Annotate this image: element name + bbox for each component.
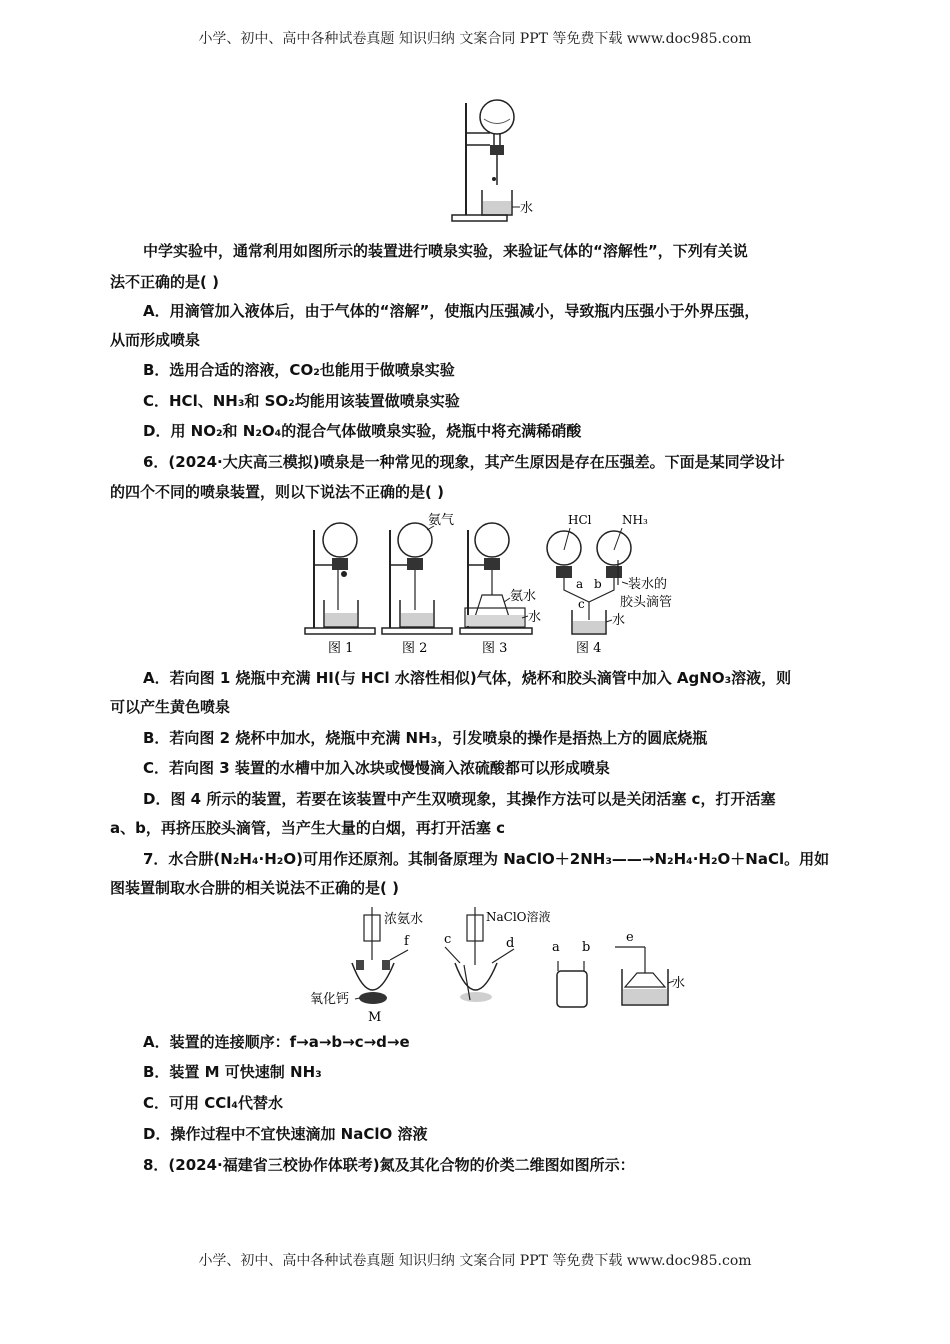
- q5-stem-line2: 法不正确的是( ): [110, 273, 219, 291]
- q8-stem: 8．(2024·福建省三校协作体联考)氮及其化合物的价类二维图如图所示：: [143, 1156, 635, 1174]
- nh3-label: NH₃: [622, 513, 648, 527]
- q6-four-fountain-figures: [300, 510, 700, 660]
- port-b-label: b: [582, 940, 591, 955]
- hcl-label: HCl: [568, 513, 592, 527]
- dropper-label-line1: 装水的: [628, 577, 668, 592]
- page-footer: 小学、初中、高中各种试卷真题 知识归纳 文案合同 PPT 等免费下载 www.doc985.com: [198, 1253, 752, 1269]
- valve-b-label: b: [594, 577, 602, 591]
- naclo-label: NaClO溶液: [486, 910, 551, 924]
- q6-stem-line2: 的四个不同的喷泉装置，则以下说法不正确的是( ): [110, 483, 444, 501]
- q6-option-d-line1: D．图 4 所示的装置，若要在该装置中产生双喷现象，其操作方法可以是关闭活塞 c，打开活塞: [143, 790, 776, 808]
- port-e-label: e: [626, 930, 634, 945]
- q5-stem-line1: 中学实验中，通常利用如图所示的装置进行喷泉实验，来验证气体的“溶解性”，下列有关说: [143, 242, 748, 260]
- q7-option-b: B．装置 M 可快速制 NH₃: [143, 1063, 322, 1081]
- fig3-caption: 图 3: [482, 641, 508, 656]
- device-m-label: M: [368, 1010, 382, 1025]
- fig4-apparatus: [547, 513, 672, 656]
- port-c-label: c: [444, 932, 452, 947]
- q6-option-b: B．若向图 2 烧杯中加水，烧瓶中充满 NH₃，引发喷泉的操作是捂热上方的圆底烧瓶: [143, 729, 708, 747]
- fig2-apparatus: [382, 513, 454, 656]
- fig2-caption: 图 2: [402, 641, 428, 656]
- q6-option-a-line2: 可以产生黄色喷泉: [110, 698, 231, 716]
- q6-stem-line1: 6．(2024·大庆高三模拟)喷泉是一种常见的现象，其产生原因是存在压强差。下面是某同学设计: [143, 453, 785, 471]
- q7-option-d: D．操作过程中不宜快速滴加 NaClO 溶液: [143, 1125, 428, 1143]
- port-a-label: a: [552, 940, 560, 955]
- cao-label: 氧化钙: [310, 992, 350, 1007]
- port-f-label: f: [404, 934, 409, 949]
- reaction-flask: [444, 907, 551, 1002]
- fig3-apparatus: [460, 523, 541, 656]
- fig1-apparatus: [305, 523, 375, 656]
- q7-stem-line1: 7．水合肼(N₂H₄·H₂O)可用作还原剂。其制备原理为 NaClO＋2NH₃——→N₂H₄·H₂O＋NaCl。用如: [143, 850, 830, 868]
- fountain-apparatus-figure: [440, 95, 550, 225]
- q7-option-a: A．装置的连接顺序：f→a→b→c→d→e: [143, 1033, 410, 1051]
- absorption-beaker: [615, 930, 685, 1005]
- q5-option-d: D．用 NO₂和 N₂O₄的混合气体做喷泉实验，烧瓶中将充满稀硝酸: [143, 422, 582, 440]
- valve-c-label: c: [578, 597, 585, 611]
- ammonia-water-label: 氨水: [510, 589, 537, 604]
- q6-option-c: C．若向图 3 装置的水槽中加入冰块或慢慢滴入浓硫酸都可以形成喷泉: [143, 759, 610, 777]
- page-header: 小学、初中、高中各种试卷真题 知识归纳 文案合同 PPT 等免费下载 www.doc985.com: [198, 31, 752, 47]
- q7-hydrazine-apparatus-figure: [300, 905, 700, 1025]
- q5-option-a-line2: 从而形成喷泉: [110, 331, 201, 349]
- device-m: [310, 907, 423, 1025]
- q7-option-c: C．可用 CCl₄代替水: [143, 1094, 283, 1112]
- water-label: 水: [520, 201, 534, 216]
- fig4-caption: 图 4: [576, 641, 602, 656]
- q5-option-a-line1: A．用滴管加入液体后，由于气体的“溶解”，使瓶内压强减小，导致瓶内压强小于外界压强，: [143, 302, 760, 320]
- valve-a-label: a: [576, 577, 584, 591]
- port-d-label: d: [506, 936, 515, 951]
- q5-option-c: C．HCl、NH₃和 SO₂均能用该装置做喷泉实验: [143, 392, 460, 410]
- fig3-water-label: 水: [528, 610, 542, 625]
- wash-bottle: [552, 940, 590, 1007]
- fig4-water-label: 水: [612, 613, 626, 628]
- ammonia-gas-label: 氨气: [428, 513, 455, 528]
- fig1-caption: 图 1: [328, 641, 354, 656]
- q6-option-a-line1: A．若向图 1 烧瓶中充满 HI(与 HCl 水溶性相似)气体，烧杯和胶头滴管中加入 AgNO₃溶液，则: [143, 669, 792, 687]
- q7-stem-line2: 图装置制取水合肼的相关说法不正确的是( ): [110, 879, 399, 897]
- conc-ammonia-label: 浓氨水: [384, 912, 424, 927]
- dropper-label-line2: 胶头滴管: [620, 595, 673, 610]
- q6-option-d-line2: a、b，再挤压胶头滴管，当产生大量的白烟，再打开活塞 c: [110, 819, 505, 837]
- q7-water-label: 水: [672, 976, 686, 991]
- q5-option-b: B．选用合适的溶液，CO₂也能用于做喷泉实验: [143, 361, 455, 379]
